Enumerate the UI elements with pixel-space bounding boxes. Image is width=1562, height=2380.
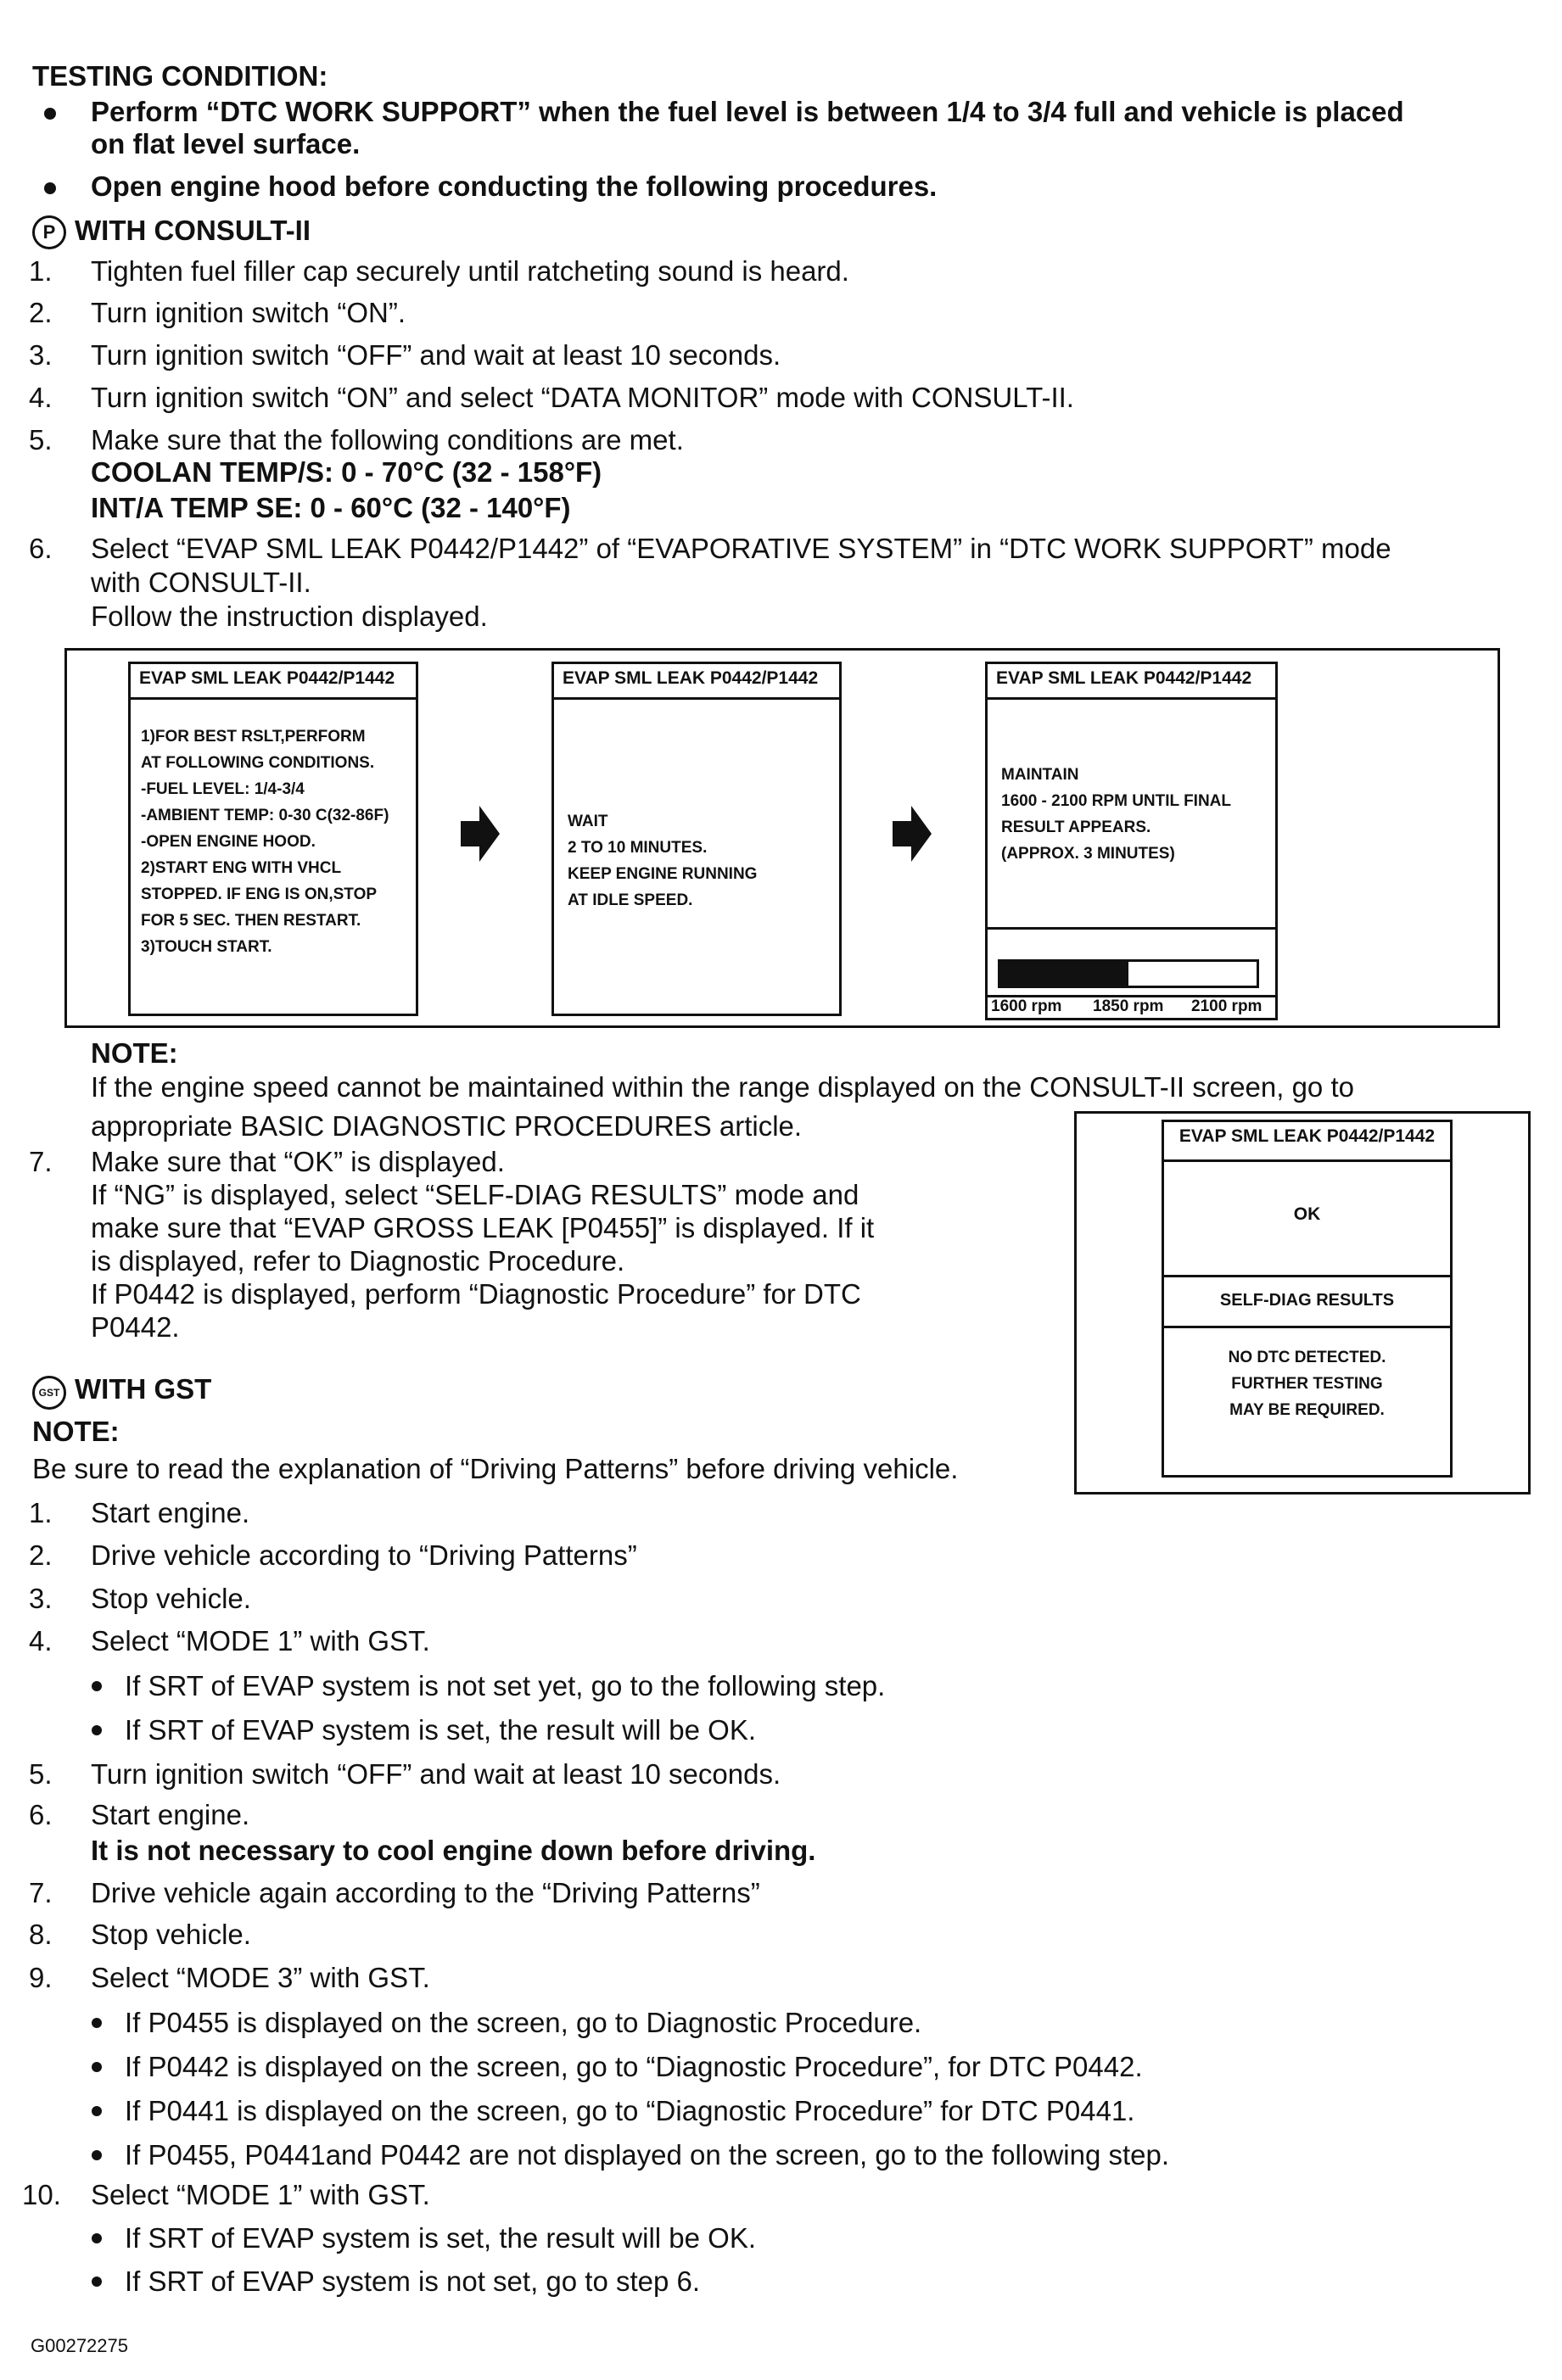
- bullet-icon: [44, 108, 56, 120]
- gst-step-10-bullet-1: If SRT of EVAP system is set, the result will be OK.: [125, 2222, 756, 2254]
- testing-condition-bullet1-line1: Perform “DTC WORK SUPPORT” when the fuel level is between 1/4 to 3/4 full and vehicle is placed: [91, 96, 1404, 127]
- testing-condition-heading: TESTING CONDITION:: [32, 60, 328, 92]
- screen-maintain-text: MAINTAIN 1600 - 2100 RPM UNTIL FINAL RESULT APPEARS. (APPROX. 3 MINUTES): [1001, 766, 1232, 863]
- gst-step-1: Start engine.: [91, 1497, 250, 1528]
- gst-step-6: Start engine.: [91, 1799, 250, 1830]
- gst-note-text: Be sure to read the explanation of “Driving Patterns” before driving vehicle.: [32, 1453, 959, 1484]
- consult-p-icon: P: [32, 215, 66, 249]
- consult-screen-instructions: [128, 662, 418, 1016]
- gst-step-6-warning: It is not necessary to cool engine down before driving.: [91, 1835, 816, 1866]
- consult-screen-ok-result: [1162, 1120, 1453, 1478]
- step-number: 7.: [29, 1877, 53, 1908]
- consult-step-4: Turn ignition switch “ON” and select “DATA MONITOR” mode with CONSULT-II.: [91, 382, 1074, 413]
- gst-step-7: Drive vehicle again according to the “Driving Patterns”: [91, 1877, 760, 1908]
- gst-step-9: Select “MODE 3” with GST.: [91, 1962, 430, 1993]
- condition-intake-temp: INT/A TEMP SE: 0 - 60°C (32 - 140°F): [91, 492, 571, 523]
- consult-step-3: Turn ignition switch “OFF” and wait at least 10 seconds.: [91, 339, 781, 371]
- note-text-line1: If the engine speed cannot be maintained within the range displayed on the CONSULT-II screen, go to: [91, 1071, 1354, 1103]
- screen-title: EVAP SML LEAK P0442/P1442: [1178, 1126, 1436, 1146]
- gst-step-5: Turn ignition switch “OFF” and wait at least 10 seconds.: [91, 1758, 781, 1790]
- condition-coolant-temp: COOLAN TEMP/S: 0 - 70°C (32 - 158°F): [91, 456, 602, 488]
- bullet-icon: [92, 1681, 102, 1691]
- self-diag-results-label: SELF-DIAG RESULTS: [1219, 1291, 1395, 1310]
- step-number: 4.: [29, 382, 53, 413]
- gst-step-3: Stop vehicle.: [91, 1583, 251, 1614]
- screen-instructions-text: 1)FOR BEST RSLT,PERFORM AT FOLLOWING CONDITIONS. -FUEL LEVEL: 1/4-3/4 -AMBIENT TEMP: 0-30 C(32-86F) -OPEN ENGINE HOOD. 2)START ENG WITH VHCL STOPPED. IF ENG IS ON,STOP FOR 5 SEC. THEN RESTART. 3)TOUCH START.: [141, 728, 389, 956]
- step-number: 7.: [29, 1146, 53, 1177]
- step-number: 9.: [29, 1962, 53, 1993]
- note-text-line2: appropriate BASIC DIAGNOSTIC PROCEDURES article.: [91, 1110, 803, 1142]
- consult-heading: WITH CONSULT-II: [75, 215, 311, 246]
- bullet-icon: [92, 2018, 102, 2028]
- step-number: 2.: [29, 297, 53, 328]
- gst-step-8: Stop vehicle.: [91, 1919, 251, 1950]
- arrow-right-icon: [461, 806, 500, 862]
- self-diag-result-text: NO DTC DETECTED. FURTHER TESTING MAY BE REQUIRED.: [1228, 1349, 1386, 1419]
- screen-ok-text: OK: [1293, 1204, 1321, 1224]
- gst-step-10: Select “MODE 1” with GST.: [91, 2179, 430, 2210]
- step-number: 3.: [29, 1583, 53, 1614]
- screen-wait-text: WAIT 2 TO 10 MINUTES. KEEP ENGINE RUNNING AT IDLE SPEED.: [568, 813, 758, 909]
- gst-step-4-bullet-1: If SRT of EVAP system is not set yet, go to the following step.: [125, 1670, 886, 1701]
- gst-step-9-bullet-4: If P0455, P0441and P0442 are not displayed on the screen, go to the following step.: [125, 2139, 1170, 2170]
- rpm-progress-fill: [1000, 962, 1128, 986]
- consult-screen-wait: [551, 662, 842, 1016]
- figure-id: G00272275: [31, 2335, 128, 2356]
- step-number: 3.: [29, 339, 53, 371]
- step-number: 6.: [29, 1799, 53, 1830]
- gst-note-heading: NOTE:: [32, 1416, 120, 1447]
- consult-step-6-line3: Follow the instruction displayed.: [91, 601, 488, 632]
- gst-step-10-bullet-2: If SRT of EVAP system is not set, go to step 6.: [125, 2265, 701, 2297]
- step-number: 1.: [29, 1497, 53, 1528]
- rpm-scale-max: 2100 rpm: [1191, 997, 1262, 1015]
- gst-step-9-bullet-1: If P0455 is displayed on the screen, go to Diagnostic Procedure.: [125, 2007, 922, 2038]
- gst-step-9-bullet-3: If P0441 is displayed on the screen, go to “Diagnostic Procedure” for DTC P0441.: [125, 2095, 1135, 2126]
- testing-condition-bullet2: Open engine hood before conducting the following procedures.: [91, 170, 938, 202]
- gst-step-2: Drive vehicle according to “Driving Patterns”: [91, 1539, 637, 1571]
- step-number: 6.: [29, 533, 53, 564]
- consult-screen-maintain-rpm: [985, 662, 1278, 1020]
- testing-condition-bullet1-line2: on flat level surface.: [91, 128, 361, 159]
- step-number: 1.: [29, 255, 53, 287]
- bullet-icon: [92, 2150, 102, 2160]
- bullet-icon: [92, 2277, 102, 2287]
- step-number: 2.: [29, 1539, 53, 1571]
- step-number: 5.: [29, 1758, 53, 1790]
- arrow-right-icon: [893, 806, 932, 862]
- screen-title: EVAP SML LEAK P0442/P1442: [139, 668, 395, 688]
- bullet-icon: [92, 1725, 102, 1735]
- bullet-icon: [92, 2233, 102, 2243]
- rpm-progress-bar: [998, 959, 1259, 988]
- consult-step-6-line2: with CONSULT-II.: [91, 567, 311, 598]
- consult-step-2: Turn ignition switch “ON”.: [91, 297, 406, 328]
- consult-step-6-line1: Select “EVAP SML LEAK P0442/P1442” of “EVAPORATIVE SYSTEM” in “DTC WORK SUPPORT” mode: [91, 533, 1391, 564]
- gst-step-4: Select “MODE 1” with GST.: [91, 1625, 430, 1657]
- bullet-icon: [92, 2106, 102, 2116]
- screen-title: EVAP SML LEAK P0442/P1442: [996, 668, 1252, 688]
- step-number: 10.: [22, 2179, 61, 2210]
- gst-step-9-bullet-2: If P0442 is displayed on the screen, go to “Diagnostic Procedure”, for DTC P0442.: [125, 2051, 1143, 2082]
- bullet-icon: [92, 2062, 102, 2072]
- rpm-scale-min: 1600 rpm: [991, 997, 1062, 1015]
- consult-step-7: Make sure that “OK” is displayed. If “NG” is displayed, select “SELF-DIAG RESULTS” mode and make sure that “EVAP GROSS LEAK [P0455]” is displayed. If it is displayed, refer to Diagnostic Procedure. If P0442 is displayed, perform “Diagnostic Procedure” for DTC P0442.: [91, 1146, 875, 1343]
- gst-heading: WITH GST: [75, 1373, 212, 1405]
- screen-title: EVAP SML LEAK P0442/P1442: [563, 668, 819, 688]
- step-number: 5.: [29, 424, 53, 455]
- gst-icon: GST: [32, 1376, 66, 1410]
- consult-step-5: Make sure that the following conditions are met.: [91, 424, 684, 455]
- bullet-icon: [44, 182, 56, 194]
- note-heading: NOTE:: [91, 1037, 178, 1069]
- consult-step-1: Tighten fuel filler cap securely until ratcheting sound is heard.: [91, 255, 849, 287]
- step-number: 8.: [29, 1919, 53, 1950]
- step-number: 4.: [29, 1625, 53, 1657]
- rpm-scale-mid: 1850 rpm: [1093, 997, 1164, 1015]
- gst-step-4-bullet-2: If SRT of EVAP system is set, the result will be OK.: [125, 1714, 756, 1746]
